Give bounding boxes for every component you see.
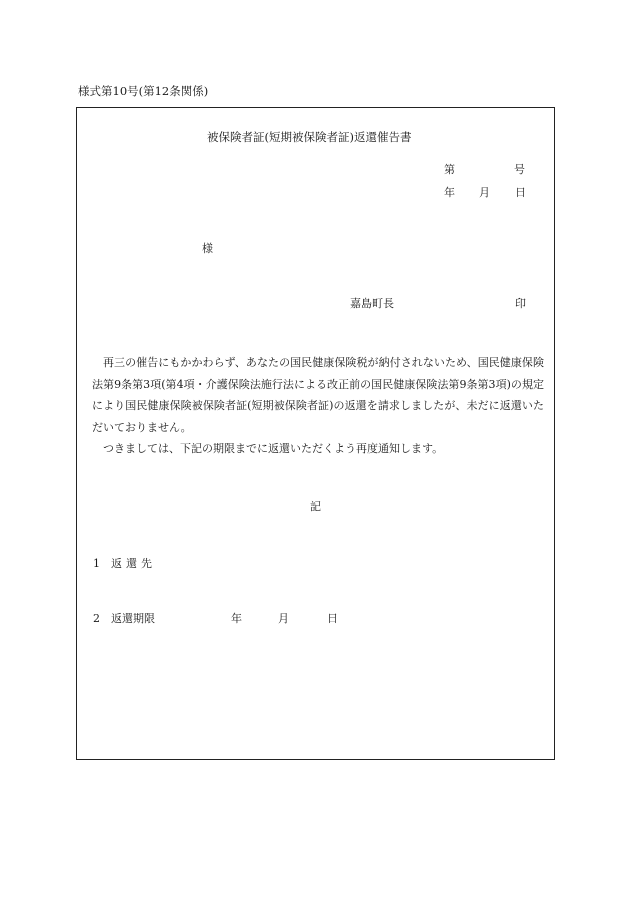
issue-date-month: 月: [479, 186, 490, 199]
issue-date-day: 日: [515, 186, 526, 199]
item-label: 返還先: [111, 557, 156, 570]
body-text: [92, 352, 544, 460]
deadline-day: 日: [327, 612, 338, 625]
form-number: 様式第10号(第12条関係): [78, 84, 209, 98]
addressee-suffix: 様: [202, 242, 213, 255]
document-number-prefix: 第: [444, 163, 455, 176]
ki-heading: 記: [310, 500, 321, 513]
item-return-deadline: [93, 613, 155, 624]
sender-name: 嘉島町長: [350, 297, 394, 310]
deadline-month: 月: [278, 612, 289, 625]
document-frame: [76, 107, 555, 760]
item-label: 返還期限: [111, 612, 155, 625]
item-number: 2: [93, 612, 100, 625]
item-number: 1: [93, 557, 100, 570]
body-paragraph: つきましては、下記の期限までに返還いただくよう再度通知します。: [103, 442, 444, 455]
document-number-suffix: 号: [514, 163, 525, 176]
issue-date-year: 年: [444, 186, 455, 199]
item-return-destination: [93, 558, 156, 569]
body-paragraph: 再三の催告にもかかわらず、あなたの国民健康保険税が納付されないため、国民健康保険法第9条第3項(第4項・介護保険法施行法による改正前の国民健康保険法第9条第3項)の規定により国民健康保険被保険者証(短期被保険者証)の返還を請求しましたが、未だに返還いただいておりません。: [92, 356, 544, 434]
seal-mark: 印: [515, 297, 526, 310]
deadline-year: 年: [231, 612, 242, 625]
document-title: 被保険者証(短期被保険者証)返還催告書: [207, 130, 412, 144]
